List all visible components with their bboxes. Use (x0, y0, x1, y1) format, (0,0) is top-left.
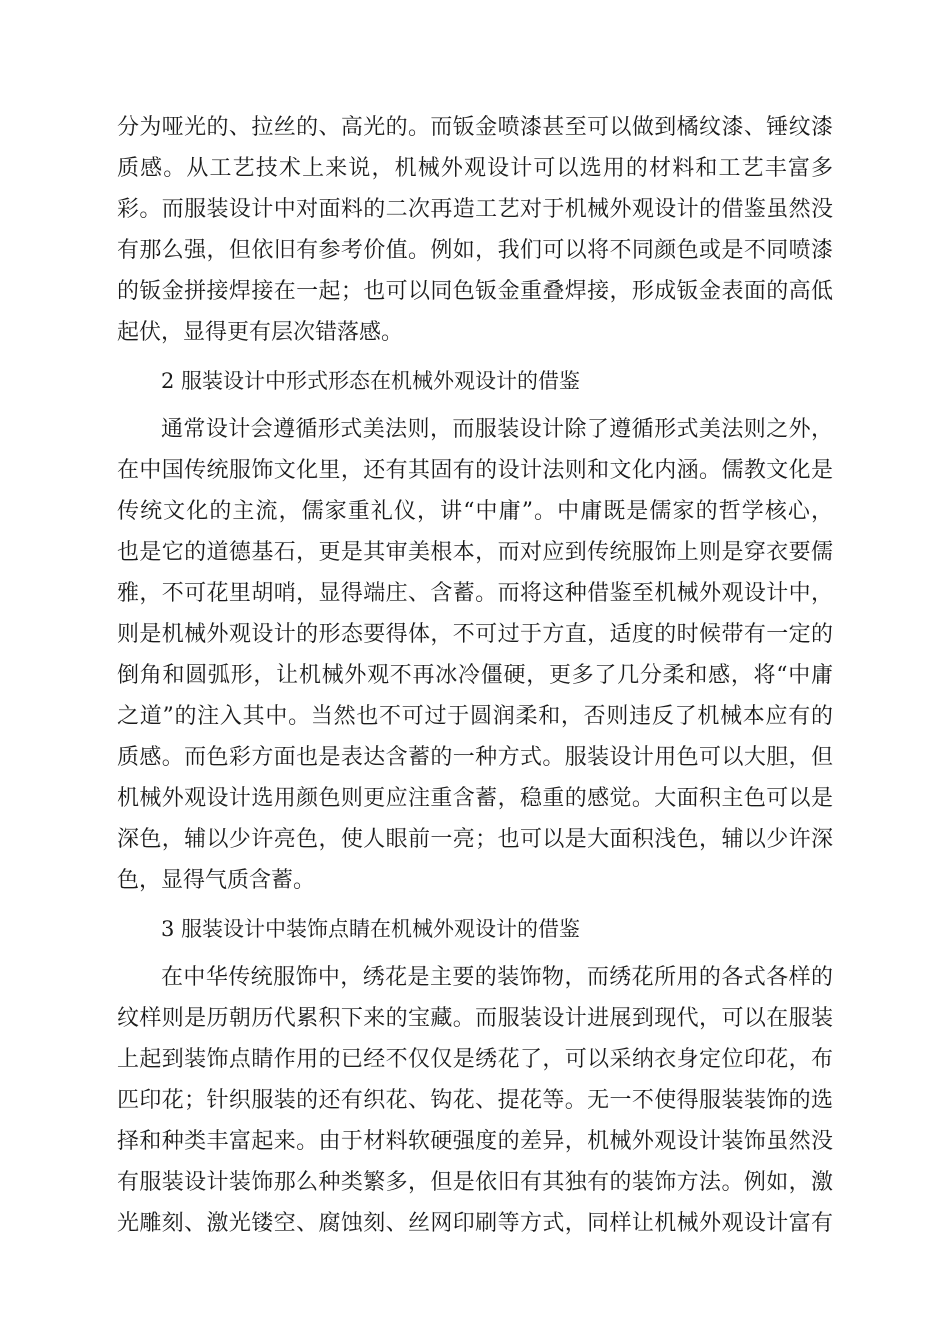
paragraph-2-line-10: 机械外观设计选用颜色则更应注重含蓄，稳重的感觉。大面积主色可以是 (117, 786, 833, 811)
paragraph-1-line-1: 分为哑光的、拉丝的、高光的。而钣金喷漆甚至可以做到橘纹漆、锤纹漆 (117, 115, 833, 140)
paragraph-2-line-9: 质感。而色彩方面也是表达含蓄的一种方式。服装设计用色可以大胆，但 (117, 745, 833, 770)
paragraph-3-line-6: 有服装设计装饰那么种类繁多，但是依旧有其独有的装饰方法。例如，激 (117, 1170, 833, 1195)
paragraph-2-line-7: 倒角和圆弧形，让机械外观不再冰冷僵硬，更多了几分柔和感，将“中庸 (117, 663, 833, 688)
paragraph-3-line-4: 匹印花；针织服装的还有织花、钩花、提花等。无一不使得服装装饰的选 (117, 1088, 833, 1113)
paragraph-2-line-2: 在中国传统服饰文化里，还有其固有的设计法则和文化内涵。儒教文化是 (117, 458, 833, 483)
paragraph-2-line-11: 深色，辅以少许亮色，使人眼前一亮；也可以是大面积浅色，辅以少许深 (117, 827, 833, 852)
paragraph-2-line-4: 也是它的道德基石，更是其审美根本，而对应到传统服饰上则是穿衣要儒 (117, 540, 833, 565)
paragraph-2-line-8: 之道”的注入其中。当然也不可过于圆润柔和，否则违反了机械本应有的 (117, 704, 833, 729)
paragraph-3-line-2: 纹样则是历朝历代累积下来的宝藏。而服装设计进展到现代，可以在服装 (117, 1006, 833, 1031)
paragraph-2-line-3: 传统文化的主流，儒家重礼仪，讲“中庸”。中庸既是儒家的哲学核心， (117, 499, 833, 524)
paragraph-1-line-5: 的钣金拼接焊接在一起；也可以同色钣金重叠焊接，形成钣金表面的高低 (117, 279, 833, 304)
paragraph-3-line-7: 光雕刻、激光镂空、腐蚀刻、丝网印刷等方式，同样让机械外观设计富有 (117, 1211, 833, 1236)
paragraph-2-line-6: 则是机械外观设计的形态要得体，不可过于方直，适度的时候带有一定的 (117, 622, 833, 647)
paragraph-1-line-3: 彩。而服装设计中对面料的二次再造工艺对于机械外观设计的借鉴虽然没 (117, 197, 833, 222)
paragraph-1-line-4: 有那么强，但依旧有参考价值。例如，我们可以将不同颜色或是不同喷漆 (117, 238, 833, 263)
section-heading-2: 2 服装设计中形式形态在机械外观设计的借鉴 (161, 369, 581, 393)
paragraph-1-line-6: 起伏，显得更有层次错落感。 (117, 320, 404, 345)
paragraph-3-line-1: 在中华传统服饰中，绣花是主要的装饰物，而绣花所用的各式各样的 (161, 965, 833, 990)
paragraph-2-line-12: 色，显得气质含蓄。 (117, 868, 316, 893)
section-heading-3: 3 服装设计中装饰点睛在机械外观设计的借鉴 (161, 917, 581, 941)
paragraph-2-line-5: 雅，不可花里胡哨，显得端庄、含蓄。而将这种借鉴至机械外观设计中， (117, 581, 833, 606)
paragraph-3-line-3: 上起到装饰点睛作用的已经不仅仅是绣花了，可以采纳衣身定位印花，布 (117, 1047, 833, 1072)
paragraph-3-line-5: 择和种类丰富起来。由于材料软硬强度的差异，机械外观设计装饰虽然没 (117, 1129, 833, 1154)
paragraph-2-line-1: 通常设计会遵循形式美法则，而服装设计除了遵循形式美法则之外， (161, 417, 833, 442)
paragraph-1-line-2: 质感。从工艺技术上来说，机械外观设计可以选用的材料和工艺丰富多 (117, 156, 833, 181)
